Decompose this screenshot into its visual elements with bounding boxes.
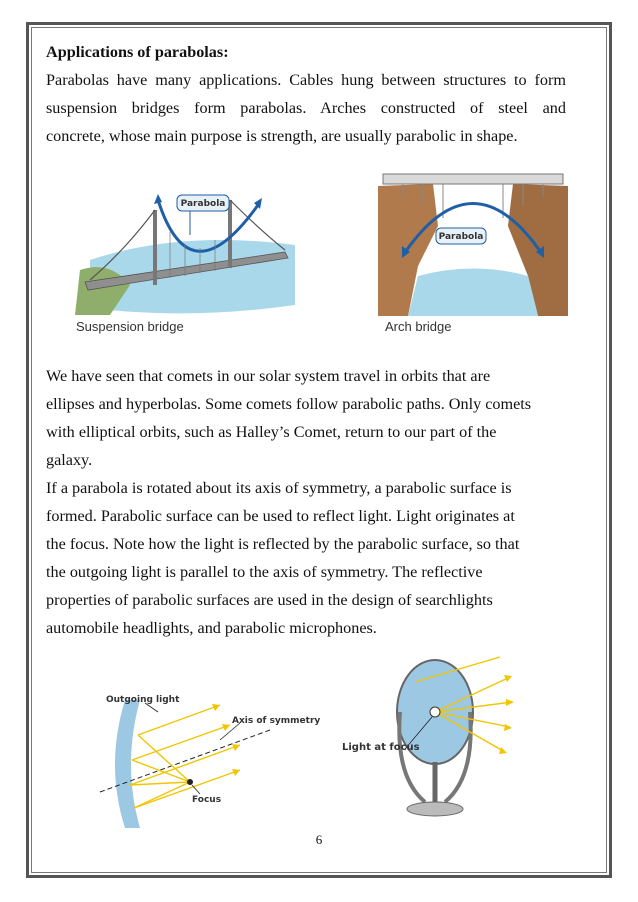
intro-section (46, 38, 566, 150)
lamp-at-focus (430, 707, 440, 717)
reflector-light-rays (130, 705, 240, 808)
suspension-bridge-caption: Suspension bridge (76, 319, 184, 334)
para3-line-2: formed. Parabolic surface can be used to reflect light. Light originates at (46, 507, 515, 525)
para2-line-3: with elliptical orbits, such as Halley’s Comet, return to our part of the (46, 423, 497, 441)
para3-line-3: the focus. Note how the light is reflected by the parabolic surface, so that (46, 535, 520, 553)
arch-water (408, 269, 538, 317)
focus-point (187, 779, 193, 785)
para3-line-1: If a parabola is rotated about its axis of symmetry, a parabolic surface is (46, 479, 512, 497)
suspension-parabola-label: Parabola (180, 199, 226, 209)
arch-bridge-illustration (378, 166, 568, 316)
reflector-mirror (115, 700, 140, 828)
para3-line-6: automobile headlights, and parabolic microphones. (46, 619, 377, 637)
section-heading: Applications of parabolas: (46, 43, 229, 61)
axis-of-symmetry-label: Axis of symmetry (232, 716, 321, 726)
suspension-arrow-left (154, 194, 162, 204)
para2-line-4: galaxy. (46, 451, 93, 469)
suspension-bridge-illustration (70, 190, 300, 320)
page-number: 6 (315, 832, 323, 847)
para1-line-1: Parabolas have many applications. Cables hung between structures to form (46, 71, 566, 89)
searchlight-base (407, 802, 463, 816)
arch-parabola-label: Parabola (438, 232, 484, 242)
para3-line-5: properties of parabolic surfaces are used in the design of searchlights (46, 591, 493, 609)
arch-bridge-caption: Arch bridge (385, 319, 452, 334)
para2-line-2: ellipses and hyperbolas. Some comets follow parabolic paths. Only comets (46, 395, 532, 413)
para3-line-4: the outgoing light is parallel to the axis of symmetry. The reflective (46, 563, 483, 581)
para1-line-3: concrete, whose main purpose is strength, are usually parabolic in shape. (46, 127, 518, 145)
searchlight-ray-arrows (499, 675, 514, 754)
para1-line-2: suspension bridges form parabolas. Arches constructed of steel and (46, 99, 566, 117)
para2-line-1: We have seen that comets in our solar system travel in orbits that are (46, 367, 491, 385)
focus-label: Focus (192, 795, 222, 805)
searchlight-diagram (340, 657, 520, 822)
reflector-ray-arrows (212, 704, 240, 776)
outgoing-light-label: Outgoing light (106, 695, 180, 705)
arch-deck (383, 174, 563, 184)
comets-section (46, 362, 566, 642)
reflector-diagram (100, 690, 320, 830)
light-at-focus-label: Light at focus (342, 742, 420, 753)
